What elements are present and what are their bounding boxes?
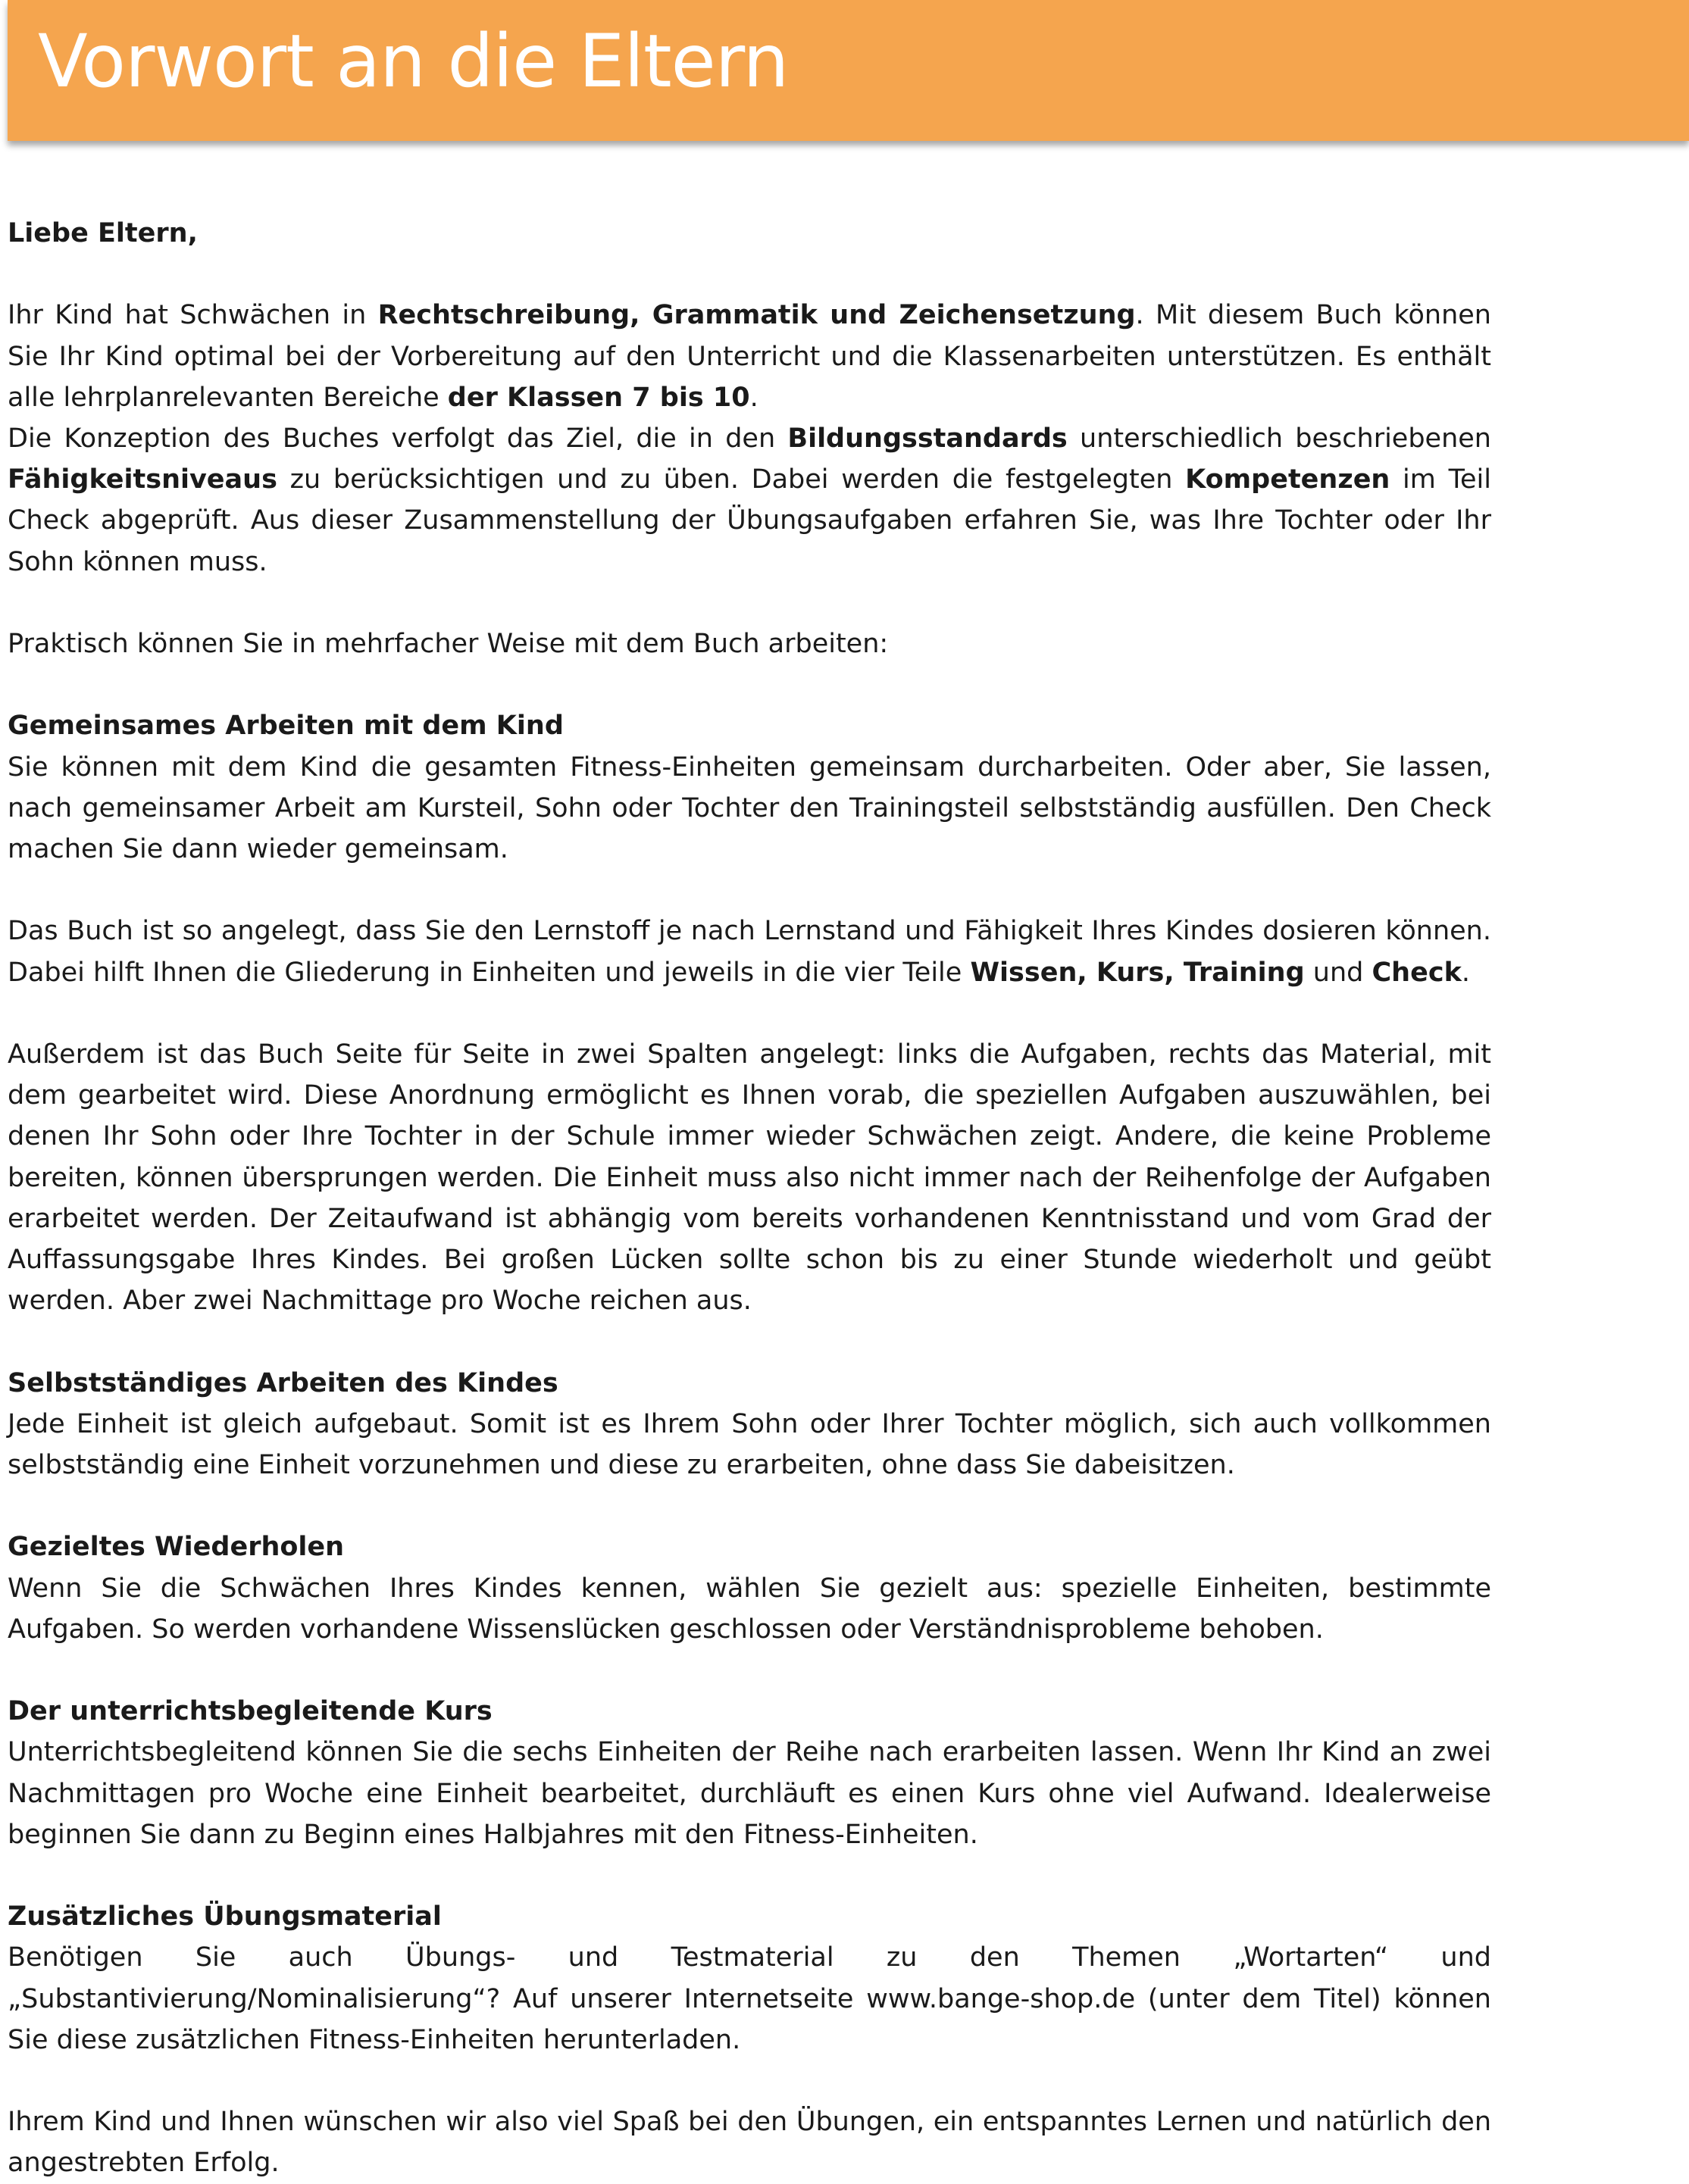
spacer	[8, 1650, 1491, 1691]
spacer	[8, 870, 1491, 911]
intro2-bold-2: Fähigkeitsniveaus	[8, 464, 277, 495]
section-text-joint-work: Sie können mit dem Kind die gesamten Fitness-Einheiten gemeinsam durcharbeiten. Oder aber, Sie lassen, nach gemeinsamer Arbeit am Kursteil, Sohn oder Tochter den Trainingsteil selbstständig ausfüllen. Den Check machen Sie dann wieder gemeinsam.	[8, 751, 1491, 864]
spacer	[8, 1855, 1491, 1896]
structure-paragraph	[8, 911, 1491, 992]
section-heading-extra-material: Zusätzliches Übungsmaterial	[8, 1901, 442, 1932]
structure-text-2: und	[1304, 957, 1372, 988]
structure-text-1: Das Buch ist so angelegt, dass Sie den Lernstoff je nach Lernstand und Fähigkeit Ihres Kindes dosieren können. Dabei hilft Ihnen die Gliederung in Einheiten und jeweils in die vier Teile	[8, 916, 1491, 988]
intro2-bold-3: Kompetenzen	[1185, 464, 1390, 495]
structure-text-3: .	[1461, 957, 1471, 988]
intro1-text-3: .	[749, 382, 758, 413]
intro1-text-2: . Mit diesem Buch können Sie Ihr Kind optimal bei der Vorbereitung auf den Unterricht und die Klassenarbeiten unterstützen. Es enthält alle lehrplanrelevanten Bereiche	[8, 300, 1491, 413]
section-text-independent-work: Jede Einheit ist gleich aufgebaut. Somit ist es Ihrem Sohn oder Ihrer Tochter möglich, sich auch vollkommen selbstständig eine Einheit vorzunehmen und diese zu erarbeiten, ohne dass Sie dabeisitzen.	[8, 1408, 1491, 1480]
spacer	[8, 1486, 1491, 1526]
section-heading-targeted-review: Gezieltes Wiederholen	[8, 1532, 345, 1563]
intro1-text-1: Ihr Kind hat Schwächen in	[8, 300, 378, 331]
document-body	[8, 213, 1491, 2184]
intro2-text-3: zu berücksichtigen und zu üben. Dabei werden die festgelegten	[277, 464, 1186, 495]
section-text-course: Unterrichtsbegleitend können Sie die sechs Einheiten der Reihe nach erarbeiten lassen. Wenn Ihr Kind an zwei Nachmittagen pro Woche eine Einheit bearbeitet, durchläuft es einen Kurs ohne viel Aufwand. Idealerweise beginnen Sie dann zu Beginn eines Halbjahres mit den Fitness-Einheiten.	[8, 1737, 1491, 1850]
structure-bold-2: Check	[1372, 957, 1462, 988]
section-heading-course: Der unterrichtsbegleitende Kurs	[8, 1696, 493, 1727]
practical-paragraph: Praktisch können Sie in mehrfacher Weise mit dem Buch arbeiten:	[8, 629, 889, 659]
spacer	[8, 2061, 1491, 2101]
intro1-bold-1: Rechtschreibung, Grammatik und Zeichensetzung	[377, 300, 1136, 331]
greeting: Liebe Eltern,	[8, 218, 198, 248]
header-bar	[8, 0, 1689, 141]
intro2-text-1: Die Konzeption des Buches verfolgt das Ziel, die in den	[8, 423, 788, 454]
intro2-text-2: unterschiedlich beschriebenen	[1067, 423, 1491, 454]
page-title: Vorwort an die Eltern	[38, 19, 789, 104]
intro-paragraph-1	[8, 295, 1491, 418]
section-heading-joint-work: Gemeinsames Arbeiten mit dem Kind	[8, 711, 564, 742]
intro1-bold-2: der Klassen 7 bis 10	[447, 382, 750, 413]
closing-paragraph: Ihrem Kind und Ihnen wünschen wir also viel Spaß bei den Übungen, ein entspanntes Lernen und natürlich den angestrebten Erfolg.	[8, 2107, 1491, 2179]
spacer	[8, 993, 1491, 1034]
intro2-bold-1: Bildungsstandards	[787, 423, 1068, 454]
spacer	[8, 254, 1491, 295]
columns-paragraph: Außerdem ist das Buch Seite für Seite in zwei Spalten angelegt: links die Aufgaben, rechts das Material, mit dem gearbeitet wird. Diese Anordnung ermöglicht es Ihnen vorab, die speziellen Aufgaben auszuwählen, bei denen Ihr Sohn oder Ihre Tochter in der Schule immer wieder Schwächen zeigt. Andere, die keine Probleme bereiten, können übersprungen werden. Die Einheit muss also nicht immer nach der Reihenfolge der Aufgaben erarbeitet werden. Der Zeitaufwand ist abhängig vom bereits vorhandenen Kenntnisstand und vom Grad der Auffassungsgabe Ihres Kindes. Bei großen Lücken sollte schon bis zu einer Stunde wiederholt und geübt werden. Aber zwei Nachmittage pro Woche reichen aus.	[8, 1039, 1491, 1317]
structure-bold-1: Wissen, Kurs, Training	[970, 957, 1305, 988]
intro2-text-4: im Teil Check abgeprüft. Aus dieser Zusammenstellung der Übungsaufgaben erfahren Sie, was Ihre Tochter oder Ihr Sohn können muss.	[8, 464, 1491, 577]
section-text-targeted-review: Wenn Sie die Schwächen Ihres Kindes kennen, wählen Sie gezielt aus: spezielle Einheiten, bestimmte Aufgaben. So werden vorhandene Wissenslücken geschlossen oder Verständnisprobleme behoben.	[8, 1573, 1491, 1645]
spacer	[8, 583, 1491, 623]
section-heading-independent-work: Selbstständiges Arbeiten des Kindes	[8, 1367, 558, 1398]
spacer	[8, 1321, 1491, 1362]
spacer	[8, 664, 1491, 705]
section-text-extra-material: Benötigen Sie auch Übungs- und Testmaterial zu den Themen „Wortarten“ und „Substantivierung/Nominalisierung“? Auf unserer Internetseite www.bange-shop.de (unter dem Titel) können Sie diese zusätzlichen Fitness-Einheiten herunterladen.	[8, 1942, 1491, 2055]
intro-paragraph-2	[8, 418, 1491, 583]
